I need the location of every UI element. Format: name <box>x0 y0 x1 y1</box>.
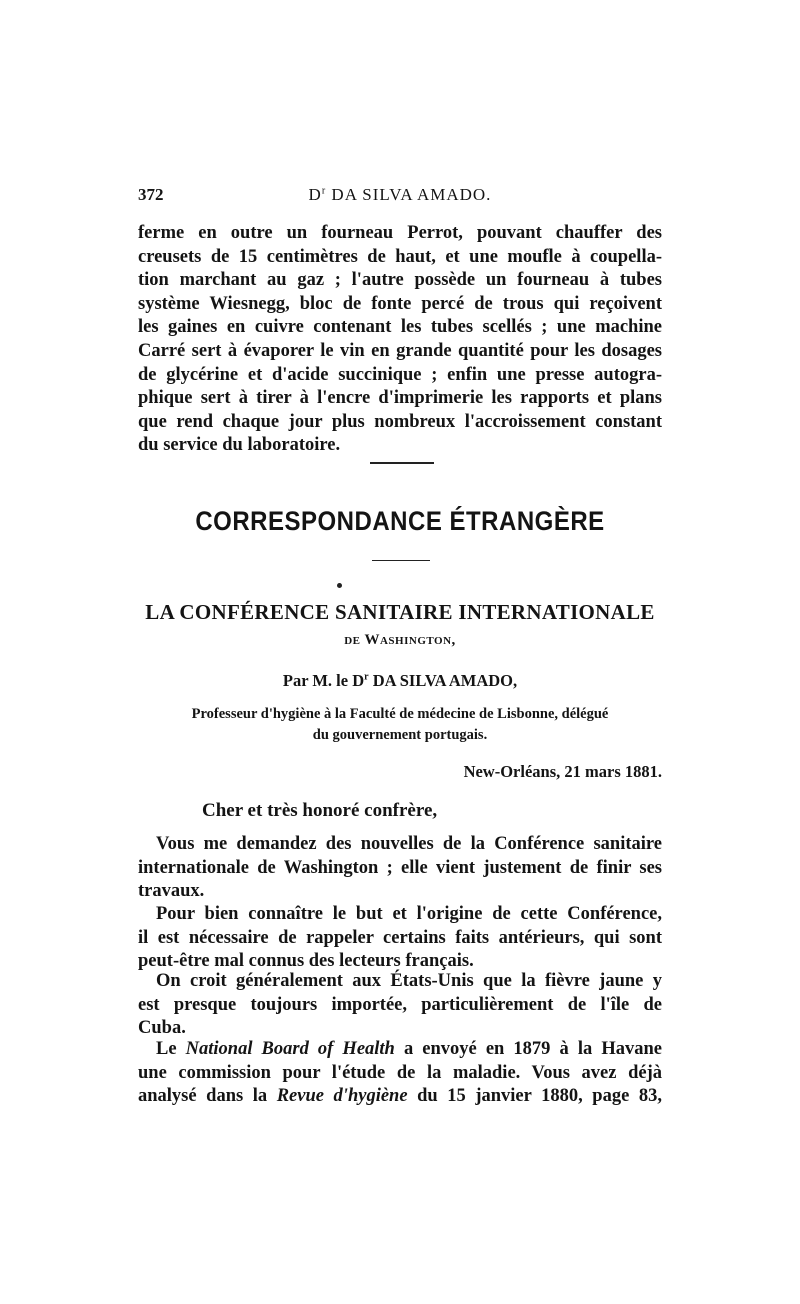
running-title-sup: r <box>321 185 327 197</box>
dateline: New-Orléans, 21 mars 1881. <box>463 762 662 781</box>
running-title-prefix: D <box>308 185 322 204</box>
text-line: internationale de Washington ; elle vient justement de finir ses <box>138 857 662 878</box>
italic-title: National Board of Health <box>185 1039 395 1059</box>
text-line <box>138 1038 662 1062</box>
page-number: 372 <box>138 185 164 204</box>
section-heading: CORRESPONDANCE ÉTRANGÈRE <box>195 506 605 537</box>
article-subtitle: de Washington, <box>344 632 456 648</box>
text-line: phique sert à tirer à l'encre d'imprimerie les rapports et plans <box>138 388 662 409</box>
text-line: une commission pour l'étude de la maladie. Vous avez déjà <box>138 1062 662 1083</box>
text-line: Pour bien connaître le but et l'origine de cette Conférence, <box>156 904 662 924</box>
salutation: Cher et très honoré confrère, <box>202 800 438 821</box>
text-line: creusets de 15 centimètres de haut, et une moufle à coupella- <box>138 246 662 267</box>
text-line: tion marchant au gaz ; l'autre possède un fourneau à tubes <box>138 270 662 291</box>
byline-prefix: Par M. le D <box>282 671 365 690</box>
affiliation-line: du gouvernement portugais. <box>312 727 488 743</box>
byline-sup: r <box>364 671 369 683</box>
text-line: On croit généralement aux États-Unis que la fièvre jaune y <box>156 971 662 991</box>
heading-divider <box>372 560 430 561</box>
byline <box>138 671 662 691</box>
ornament-dot <box>337 583 342 588</box>
text-line: est presque toujours importée, particulièrement de l'île de <box>138 994 662 1015</box>
author-affiliation <box>138 704 662 746</box>
section-divider <box>370 462 434 464</box>
letter-paragraph-4 <box>138 1038 662 1109</box>
text-run: analysé dans la <box>138 1086 277 1107</box>
article-title: LA CONFÉRENCE SANITAIRE INTERNATIONALE <box>145 600 655 624</box>
opening-paragraph <box>138 222 662 458</box>
italic-title: Revue d'hygiène <box>276 1086 408 1107</box>
running-head <box>138 185 662 207</box>
text-line <box>138 1085 662 1109</box>
letter-paragraph-2 <box>138 903 662 974</box>
running-title <box>138 185 662 205</box>
text-line: les gaines en cuivre contenant les tubes scellés ; une machine <box>138 317 662 338</box>
text-line: ferme en outre un fourneau Perrot, pouvant chauffer des <box>138 223 662 243</box>
text-run: Le <box>156 1039 186 1059</box>
text-line: Cuba. <box>138 1018 186 1039</box>
text-line: Vous me demandez des nouvelles de la Conférence sanitaire <box>156 834 662 854</box>
text-run: du 15 janvier 1880, page 83, <box>407 1086 662 1107</box>
letter-paragraph-3 <box>138 970 662 1041</box>
text-line: travaux. <box>138 881 205 902</box>
text-line: peut-être mal connus des lecteurs français. <box>138 951 474 972</box>
text-run: a envoyé en 1879 à la Havane <box>394 1039 662 1059</box>
text-line: que rend chaque jour plus nombreux l'accroissement constant <box>138 411 662 432</box>
affiliation-line: Professeur d'hygiène à la Faculté de médecine de Lisbonne, délégué <box>191 706 609 722</box>
text-line: Carré sert à évaporer le vin en grande quantité pour les dosages <box>138 340 662 361</box>
byline-name: DA SILVA AMADO, <box>368 671 518 690</box>
text-line: de glycérine et d'acide succinique ; enfin une presse autogra- <box>138 364 662 385</box>
letter-paragraph-1 <box>138 833 662 904</box>
text-line: du service du laboratoire. <box>138 435 341 456</box>
running-title-rest: DA SILVA AMADO. <box>326 185 492 204</box>
text-line: il est nécessaire de rappeler certains faits antérieurs, qui sont <box>138 927 662 948</box>
text-line: système Wiesnegg, bloc de fonte percé de trous qui reçoivent <box>138 293 662 314</box>
